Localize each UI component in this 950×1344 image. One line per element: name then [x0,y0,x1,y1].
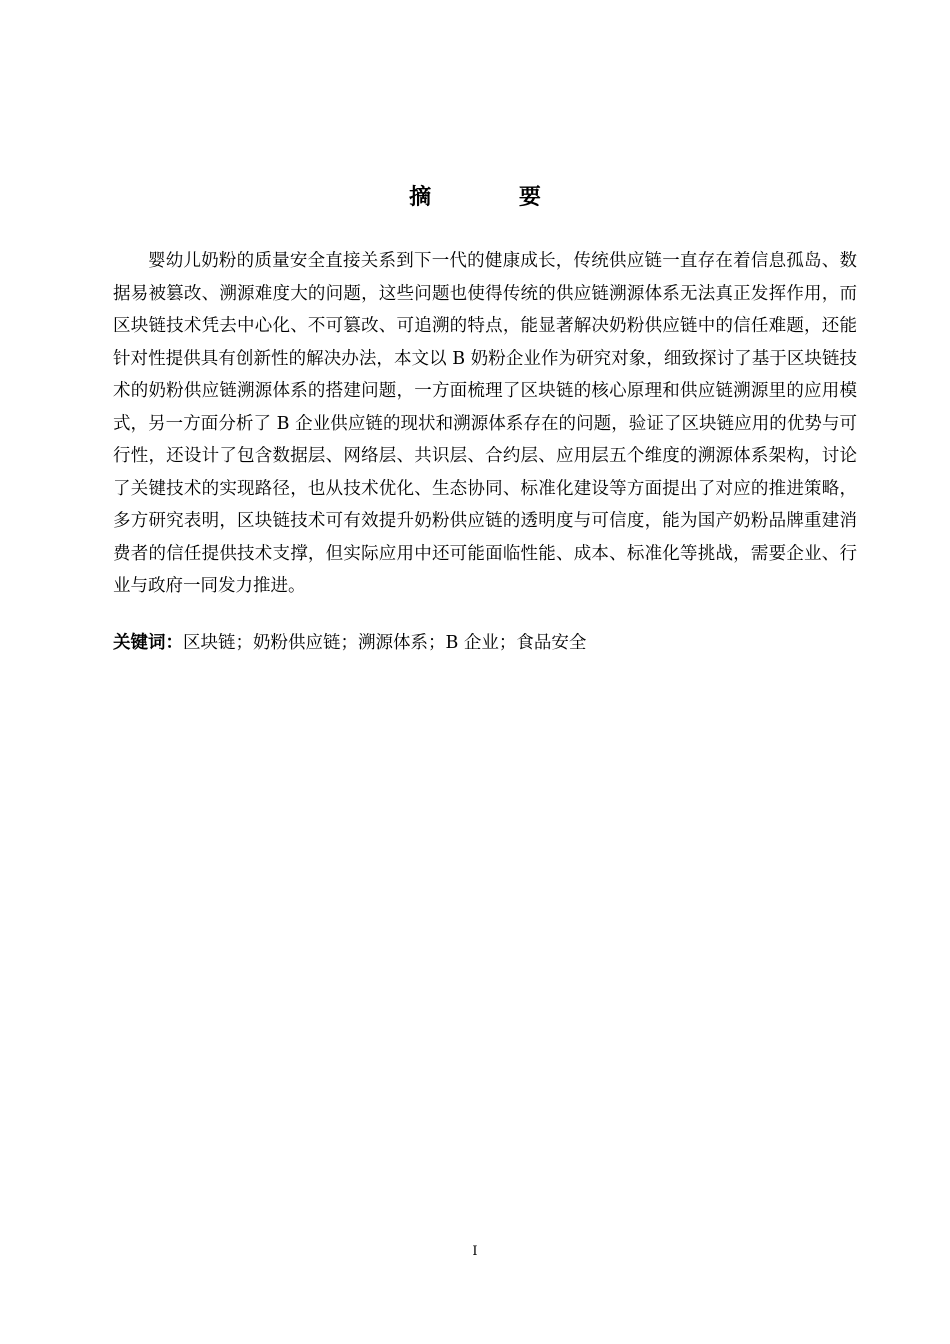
keywords-list: 区块链；奶粉供应链；溯源体系；B 企业；食品安全 [183,633,587,653]
keywords-label: 关键词： [113,633,183,653]
keywords-line [113,627,857,659]
page-number: I [472,1244,478,1259]
abstract-title: 摘 要 [409,185,581,210]
abstract-body: 婴幼儿奶粉的质量安全直接关系到下一代的健康成长，传统供应链一直存在着信息孤岛、数据易被篡改、溯源难度大的问题，这些问题也使得传统的供应链溯源体系无法真正发挥作用，而区块链技术凭去中心化、不可篡改、可追溯的特点，能显著解决奶粉供应链中的信任难题，还能针对性提供具有创新性的解决办法，本文以 B 奶粉企业作为研究对象，细致探讨了基于区块链技术的奶粉供应链溯源体系的搭建问题，一方面梳理了区块链的核心原理和供应链溯源里的应用模式，另一方面分析了 B 企业供应链的现状和溯源体系存在的问题，验证了区块链应用的优势与可行性，还设计了包含数据层、网络层、共识层、合约层、应用层五个维度的溯源体系架构，讨论了关键技术的实现路径，也从技术优化、生态协同、标准化建设等方面提出了对应的推进策略，多方研究表明，区块链技术可有效提升奶粉供应链的透明度与可信度，能为国产奶粉品牌重建消费者的信任提供技术支撑，但实际应用中还可能面临性能、成本、标准化等挑战，需要企业、行业与政府一同发力推进。 [113,251,857,596]
